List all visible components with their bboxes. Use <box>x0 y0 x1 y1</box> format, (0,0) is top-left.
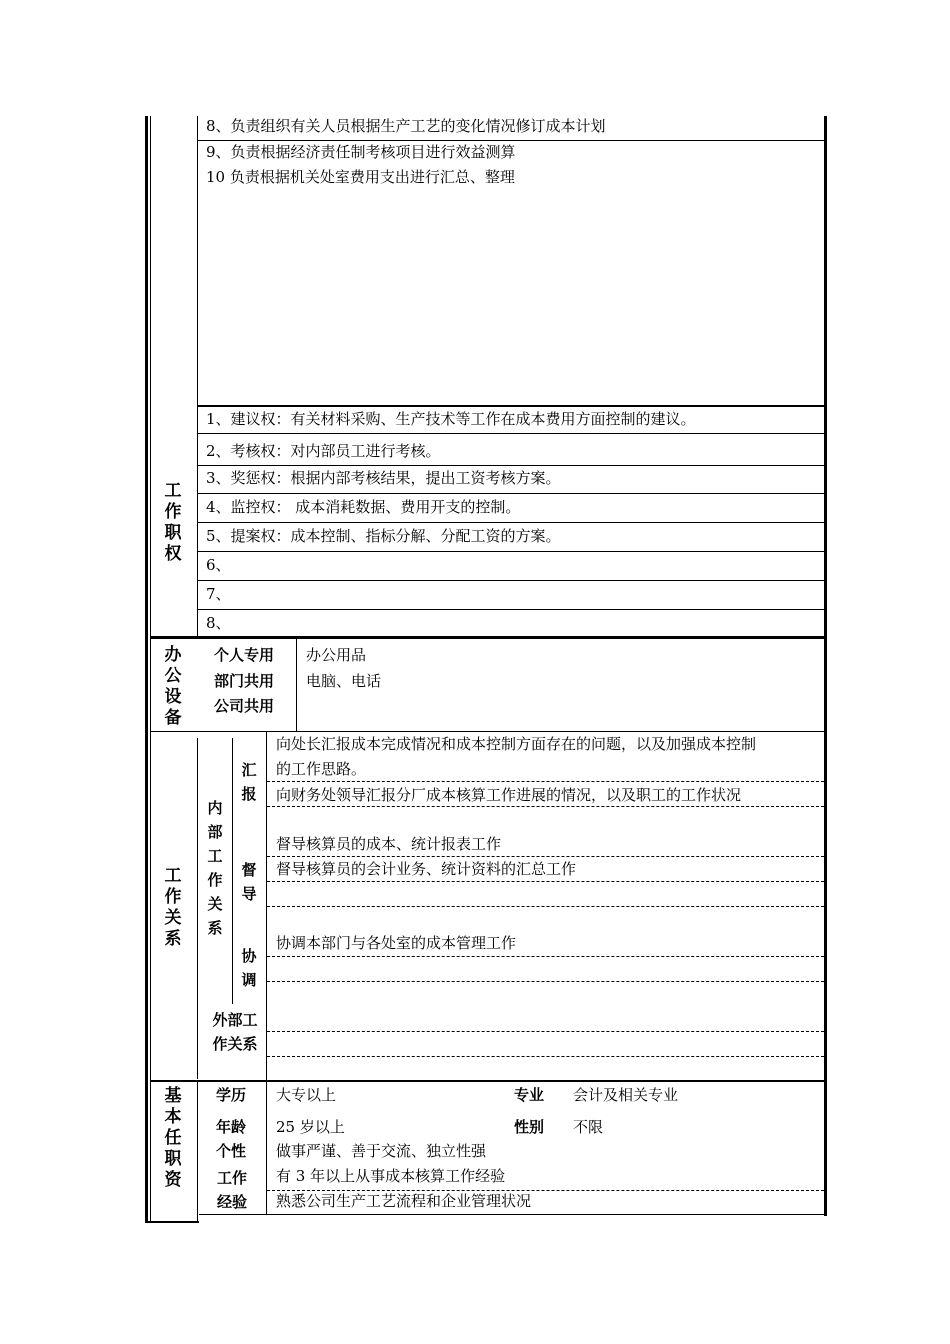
report-item: 的工作思路。 <box>276 760 367 778</box>
report-item: 向财务处领导汇报分厂成本核算工作进展的情况，以及职工的工作状况 <box>276 786 742 804</box>
row-line <box>198 551 824 552</box>
internal-col-line <box>232 738 233 1004</box>
authority-item: 6、 <box>206 556 231 574</box>
experience-item: 熟悉公司生产工艺流程和企业管理状况 <box>276 1192 532 1210</box>
external-relations-label: 外部工作关系 <box>212 1011 258 1053</box>
education-value: 大专以上 <box>276 1086 337 1104</box>
dash-line <box>267 881 824 882</box>
row-line <box>198 433 824 434</box>
experience-item: 有 3 年以上从事成本核算工作经验 <box>276 1167 506 1185</box>
section-divider <box>151 731 824 732</box>
age-value: 25 岁以上 <box>276 1118 345 1136</box>
education-label: 学历 <box>216 1086 247 1104</box>
section-divider <box>151 1080 824 1082</box>
supervise-item: 督导核算员的会计业务、统计资料的汇总工作 <box>276 860 577 878</box>
coordinate-label: 协调 <box>241 947 257 989</box>
authority-item: 4、监控权： 成本消耗数据、费用开支的控制。 <box>206 498 521 516</box>
qual-col-line <box>266 1082 267 1215</box>
dash-line <box>267 1056 824 1057</box>
bottom-border <box>199 1214 824 1215</box>
supervise-item: 督导核算员的成本、统计报表工作 <box>276 835 502 853</box>
row-line <box>198 609 824 610</box>
dash-line <box>267 981 824 982</box>
authority-item: 1、建议权：有关材料采购、生产技术等工作在成本费用方面控制的建议。 <box>206 410 696 428</box>
duty-item: 9、负责根据经济责任制考核项目进行效益测算 <box>206 143 516 161</box>
dash-line <box>267 1031 824 1032</box>
personality-label: 个性 <box>216 1142 247 1160</box>
right-border <box>824 116 827 1216</box>
col-divider-label-2 <box>197 738 198 1079</box>
authority-item: 8、 <box>206 614 231 632</box>
section-divider <box>151 636 824 639</box>
row-line <box>198 140 824 141</box>
row-line <box>198 465 824 466</box>
row-line <box>198 522 824 523</box>
supervise-label: 督导 <box>241 861 257 903</box>
equipment-value: 电脑、电话 <box>306 672 382 690</box>
col-divider-label <box>197 116 198 638</box>
equipment-label: 部门共用 <box>214 672 275 690</box>
dash-line <box>267 906 824 907</box>
equipment-label: 个人专用 <box>214 646 275 664</box>
dash-line <box>267 806 824 807</box>
age-label: 年龄 <box>216 1118 247 1136</box>
gender-value: 不限 <box>573 1118 604 1136</box>
report-label: 汇报 <box>241 761 257 803</box>
authority-item: 2、考核权：对内部员工进行考核。 <box>206 442 441 460</box>
experience-label: 工作经验 <box>216 1169 247 1211</box>
bottom-border-left <box>145 1221 199 1223</box>
major-label: 专业 <box>514 1086 545 1104</box>
internal-relations-label: 内部工作关系 <box>207 799 223 937</box>
section-label-relations: 工作关系 <box>164 866 182 949</box>
authority-item: 5、提案权：成本控制、指标分解、分配工资的方案。 <box>206 527 561 545</box>
duty-item: 8、负责组织有关人员根据生产工艺的变化情况修订成本计划 <box>206 117 606 135</box>
left-thin-border <box>150 116 151 1223</box>
dash-line <box>267 856 824 857</box>
section-label-authority: 工作职权 <box>164 481 182 564</box>
authority-item: 3、奖惩权：根据内部考核结果，提出工资考核方案。 <box>206 469 561 487</box>
personality-value: 做事严谨、善于交流、独立性强 <box>276 1142 487 1160</box>
dash-line <box>267 956 824 957</box>
authority-item: 7、 <box>206 585 231 603</box>
duty-item: 10 负责根据机关处室费用支出进行汇总、整理 <box>206 168 515 186</box>
dash-line <box>267 781 824 782</box>
row-line <box>198 493 824 494</box>
bottom-left-cap <box>197 1082 198 1223</box>
row-line <box>198 580 824 581</box>
dash-line <box>267 1190 824 1191</box>
major-value: 会计及相关专业 <box>573 1086 679 1104</box>
section-label-qualifications: 基本任职资 <box>164 1086 182 1190</box>
section-label-equipment: 办公设备 <box>164 645 182 728</box>
gender-label: 性别 <box>514 1118 545 1136</box>
equipment-label: 公司共用 <box>214 697 275 715</box>
left-thick-border <box>145 116 148 1223</box>
equipment-value: 办公用品 <box>306 646 367 664</box>
report-item: 向处长汇报成本完成情况和成本控制方面存在的问题，以及加强成本控制 <box>276 735 757 753</box>
equipment-col-line <box>296 639 297 731</box>
row-line <box>198 405 824 407</box>
coordinate-item: 协调本部门与各处室的成本管理工作 <box>276 934 517 952</box>
